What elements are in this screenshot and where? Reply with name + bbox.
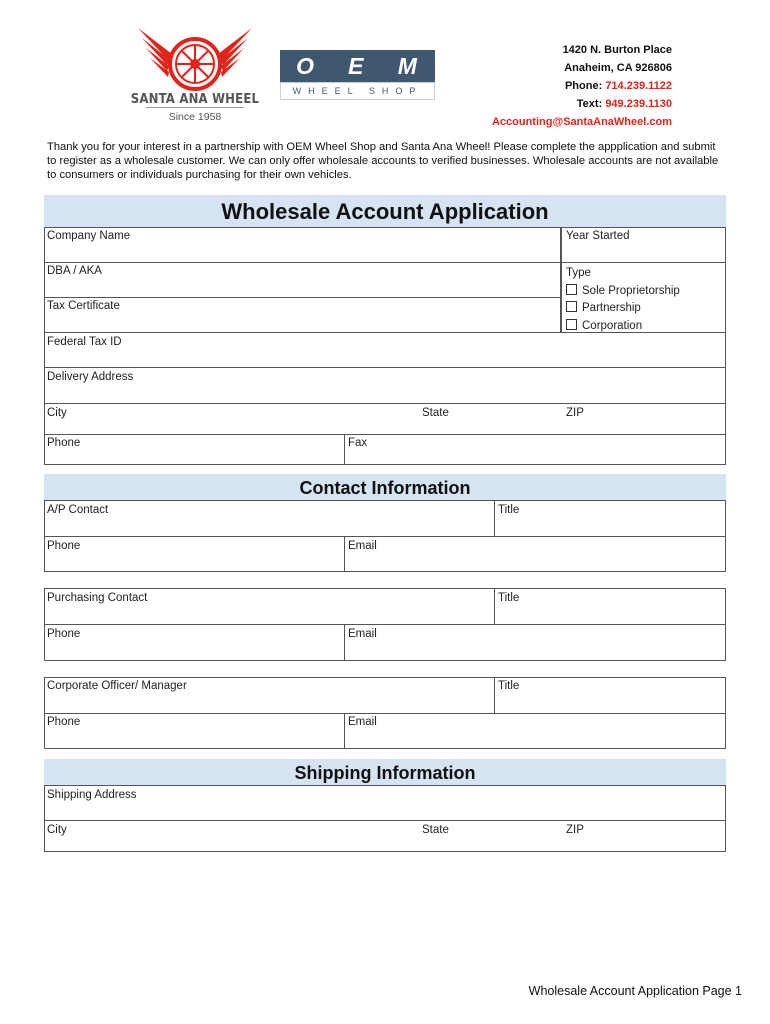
type-option-label: Corporation: [582, 319, 643, 332]
shipping-address-field[interactable]: [44, 785, 726, 821]
ap-contact-label: A/P Contact: [47, 504, 109, 516]
dba-field[interactable]: [44, 262, 561, 298]
officer-phone-field[interactable]: [44, 713, 345, 749]
phone-line: [492, 77, 672, 95]
officer-email-field[interactable]: [344, 713, 726, 749]
text-line: [492, 95, 672, 113]
year-started-label: Year Started: [566, 230, 630, 242]
ap-email-label: Email: [348, 540, 377, 552]
ap-email-field[interactable]: [344, 536, 726, 572]
purchasing-email-label: Email: [348, 628, 377, 640]
purchasing-email-field[interactable]: [344, 624, 726, 661]
text-value[interactable]: 949.239.1130: [605, 98, 672, 110]
oem-letter: M: [397, 52, 419, 79]
checkbox-icon[interactable]: [566, 284, 577, 295]
address-line: 1420 N. Burton Place: [562, 44, 672, 56]
fax-label: Fax: [348, 437, 368, 449]
dba-label: DBA / AKA: [47, 265, 102, 277]
fax-field[interactable]: [344, 434, 726, 465]
phone-field[interactable]: [44, 434, 345, 465]
address-block: [492, 41, 672, 131]
ap-phone-label: Phone: [47, 540, 81, 552]
page-footer: Wholesale Account Application Page 1: [528, 984, 742, 998]
shipping-city-state-zip-field[interactable]: [44, 820, 726, 852]
text-label: Text:: [576, 98, 603, 110]
tax-certificate-label: Tax Certificate: [47, 300, 120, 312]
santa-ana-wheel-logo: [128, 24, 262, 124]
phone-label: Phone:: [564, 80, 603, 92]
oem-logo: [280, 50, 435, 82]
shipping-address-label: Shipping Address: [47, 789, 137, 801]
federal-tax-id-label: Federal Tax ID: [47, 336, 122, 348]
address-line: Anaheim, CA 926806: [564, 62, 672, 74]
phone-value[interactable]: 714.239.1122: [605, 80, 672, 92]
shipping-section-header: Shipping Information: [44, 759, 726, 785]
oem-letter: O: [296, 52, 316, 79]
shipping-state-label: State: [422, 824, 449, 836]
email-link[interactable]: Accounting@SantaAnaWheel.com: [491, 116, 672, 128]
ap-contact-field[interactable]: [44, 500, 495, 537]
brand-name: SANTA ANA WHEEL: [130, 92, 260, 107]
oem-logo-subtitle: WHEEL SHOP: [280, 82, 435, 100]
intro-paragraph: Thank you for your interest in a partnership with OEM Wheel Shop and Santa Ana Wheel! Please complete the appplication and submit to register as a wholesale customer. We can only offer wholesale accounts to verified businesses. Wholesale accounts are not available to consumers or individuals purchasing for their own vehicles.: [47, 141, 719, 181]
ap-phone-field[interactable]: [44, 536, 345, 572]
checkbox-icon[interactable]: [566, 319, 577, 330]
officer-email-label: Email: [348, 716, 377, 728]
ap-title-label: Title: [498, 504, 520, 516]
type-option-partnership[interactable]: [566, 300, 680, 318]
type-option-sole[interactable]: [566, 283, 680, 301]
city-label: City: [47, 407, 67, 419]
application-section-header: Wholesale Account Application: [44, 195, 726, 227]
zip-label: ZIP: [566, 407, 584, 419]
shipping-zip-label: ZIP: [566, 824, 584, 836]
city-state-zip-field[interactable]: [44, 403, 726, 435]
type-label: Type: [566, 267, 591, 279]
tax-certificate-field[interactable]: [44, 297, 561, 333]
type-options: [566, 265, 680, 335]
corporate-officer-label: Corporate Officer/ Manager: [47, 680, 187, 692]
checkbox-icon[interactable]: [566, 301, 577, 312]
purchasing-title-field[interactable]: [494, 588, 726, 625]
type-option-label: Partnership: [582, 302, 641, 314]
purchasing-contact-label: Purchasing Contact: [47, 592, 148, 604]
federal-tax-id-field[interactable]: [44, 332, 726, 368]
shipping-city-label: City: [47, 824, 67, 836]
phone-label: Phone: [47, 437, 81, 449]
officer-title-field[interactable]: [494, 677, 726, 714]
officer-title-label: Title: [498, 680, 520, 692]
brand-divider: [146, 107, 244, 108]
ap-title-field[interactable]: [494, 500, 726, 537]
delivery-address-label: Delivery Address: [47, 371, 134, 383]
type-option-label: Sole Proprietorship: [582, 284, 680, 297]
state-label: State: [422, 407, 449, 419]
officer-phone-label: Phone: [47, 716, 81, 728]
contact-section-header: Contact Information: [44, 474, 726, 500]
purchasing-phone-label: Phone: [47, 628, 81, 640]
oem-letter: E: [348, 52, 366, 79]
purchasing-phone-field[interactable]: [44, 624, 345, 661]
delivery-address-field[interactable]: [44, 367, 726, 404]
brand-since: Since 1958: [168, 111, 222, 123]
company-name-label: Company Name: [47, 230, 131, 242]
purchasing-title-label: Title: [498, 592, 520, 604]
